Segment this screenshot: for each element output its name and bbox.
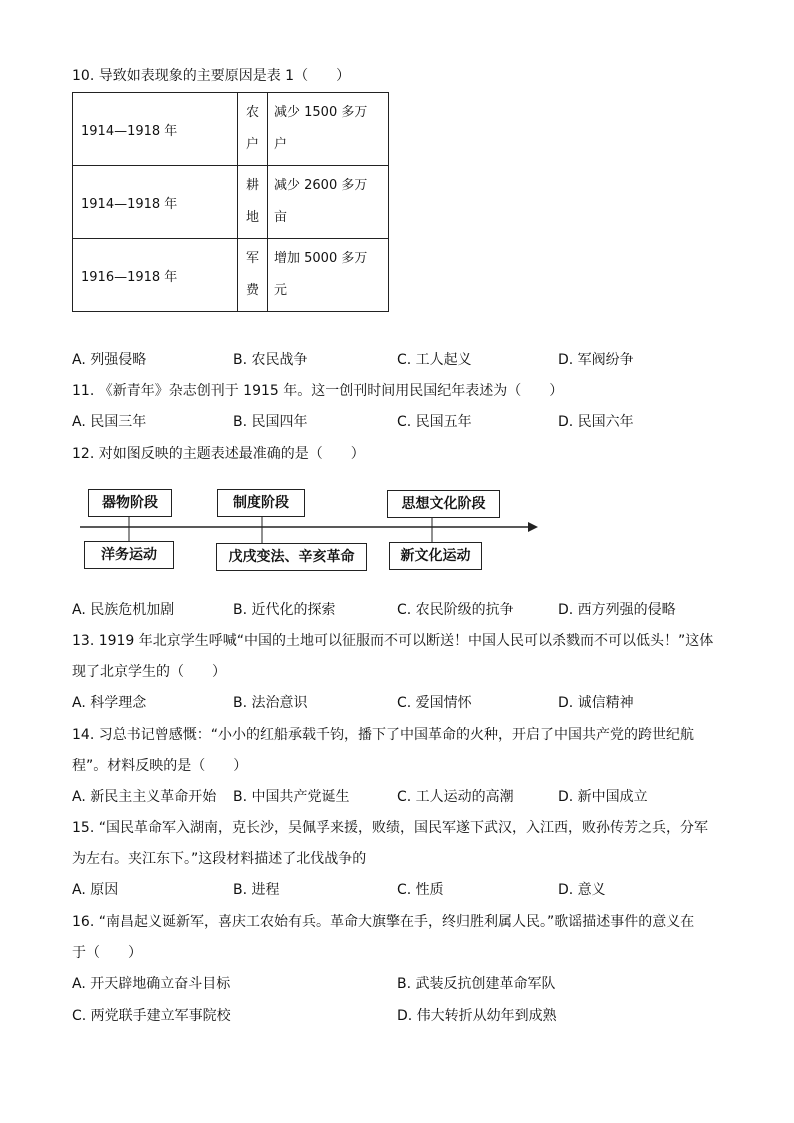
q16-option-a[interactable]: A. 开天辟地确立奋斗目标 <box>72 976 231 992</box>
change-top: 增加 5000 多万 <box>274 251 368 266</box>
item-top: 耕 <box>245 178 259 193</box>
period-cell: 1914—1918 年 <box>73 166 238 239</box>
q12-option-a[interactable]: A. 民族危机加剧 <box>72 602 175 618</box>
item-top: 军 <box>245 251 259 266</box>
stage-box-2: 制度阶段 <box>217 489 305 517</box>
item-bottom: 地 <box>245 210 259 225</box>
item-bottom: 户 <box>245 137 259 152</box>
q11-option-c[interactable]: C. 民国五年 <box>397 414 472 430</box>
timeline-arrowhead <box>528 522 538 532</box>
q13-option-d[interactable]: D. 诚信精神 <box>558 695 634 711</box>
q10-option-d[interactable]: D. 军阀纷争 <box>558 352 634 368</box>
q12-stem: 12. 对如图反映的主题表述最准确的是（ ） <box>72 446 365 462</box>
q16-option-c[interactable]: C. 两党联手建立军事院校 <box>72 1008 231 1024</box>
q10-option-b[interactable]: B. 农民战争 <box>233 352 308 368</box>
q14-stem-line2: 程”。材料反映的是（ ） <box>72 758 248 774</box>
change-bottom: 元 <box>274 283 288 298</box>
q12-option-d[interactable]: D. 西方列强的侵略 <box>558 602 676 618</box>
change-bottom: 户 <box>274 137 288 152</box>
q13-stem-line2: 现了北京学生的（ ） <box>72 664 226 680</box>
change-top: 减少 1500 多万 <box>274 105 368 120</box>
q10-stem: 10. 导致如表现象的主要原因是表 1（ ） <box>72 68 351 84</box>
q16-stem-line1: 16. “南昌起义诞新军，喜庆工农始有兵。革命大旗擎在手，终归胜利属人民。”歌谣描述事件的意义在 <box>72 914 695 930</box>
q13-option-c[interactable]: C. 爱国情怀 <box>397 695 472 711</box>
q15-option-c[interactable]: C. 性质 <box>397 882 444 898</box>
period-cell: 1914—1918 年 <box>73 93 238 166</box>
q15-stem-line2: 为左右。夹江东下。”这段材料描述了北伐战争的 <box>72 851 367 867</box>
q13-stem-line1: 13. 1919 年北京学生呼喊“中国的土地可以征服而不可以断送！中国人民可以杀戮而不可以低头！”这体 <box>72 633 714 649</box>
q14-option-a[interactable]: A. 新民主主义革命开始 <box>72 789 217 805</box>
event-box-3: 新文化运动 <box>389 542 482 570</box>
item-bottom: 费 <box>245 283 259 298</box>
q10-option-c[interactable]: C. 工人起义 <box>397 352 472 368</box>
q15-stem-line1: 15. “国民革命军入湖南，克长沙，吴佩孚来援，败绩，国民军遂下武汉，入江西，败孙传芳之兵，分军 <box>72 820 708 836</box>
period-cell: 1916—1918 年 <box>73 239 238 312</box>
change-top: 减少 2600 多万 <box>274 178 368 193</box>
q10-option-a[interactable]: A. 列强侵略 <box>72 352 147 368</box>
q11-option-d[interactable]: D. 民国六年 <box>558 414 634 430</box>
stage-box-3: 思想文化阶段 <box>387 490 500 518</box>
q16-option-d[interactable]: D. 伟大转折从幼年到成熟 <box>397 1008 557 1024</box>
q15-option-a[interactable]: A. 原因 <box>72 882 119 898</box>
q16-stem-line2: 于（ ） <box>72 945 142 961</box>
q13-option-b[interactable]: B. 法治意识 <box>233 695 308 711</box>
event-box-1: 洋务运动 <box>84 541 174 569</box>
q11-option-b[interactable]: B. 民国四年 <box>233 414 308 430</box>
q13-option-a[interactable]: A. 科学理念 <box>72 695 147 711</box>
item-top: 农 <box>245 105 259 120</box>
q11-option-a[interactable]: A. 民国三年 <box>72 414 147 430</box>
q16-option-b[interactable]: B. 武装反抗创建革命军队 <box>397 976 556 992</box>
stage-box-1: 器物阶段 <box>88 489 172 517</box>
q12-option-b[interactable]: B. 近代化的探索 <box>233 602 336 618</box>
q14-option-c[interactable]: C. 工人运动的高潮 <box>397 789 514 805</box>
q14-option-b[interactable]: B. 中国共产党诞生 <box>233 789 350 805</box>
q12-option-c[interactable]: C. 农民阶级的抗争 <box>397 602 514 618</box>
q15-option-d[interactable]: D. 意义 <box>558 882 606 898</box>
q15-option-b[interactable]: B. 进程 <box>233 882 280 898</box>
change-bottom: 亩 <box>274 210 288 225</box>
q14-option-d[interactable]: D. 新中国成立 <box>558 789 648 805</box>
q14-stem-line1: 14. 习总书记曾感慨：“小小的红船承载千钧，播下了中国革命的火种，开启了中国共产党的跨世纪航 <box>72 727 694 743</box>
q11-stem: 11. 《新青年》杂志创刊于 1915 年。这一创刊时间用民国纪年表述为（ ） <box>72 383 564 399</box>
event-box-2: 戊戌变法、辛亥革命 <box>216 543 367 571</box>
